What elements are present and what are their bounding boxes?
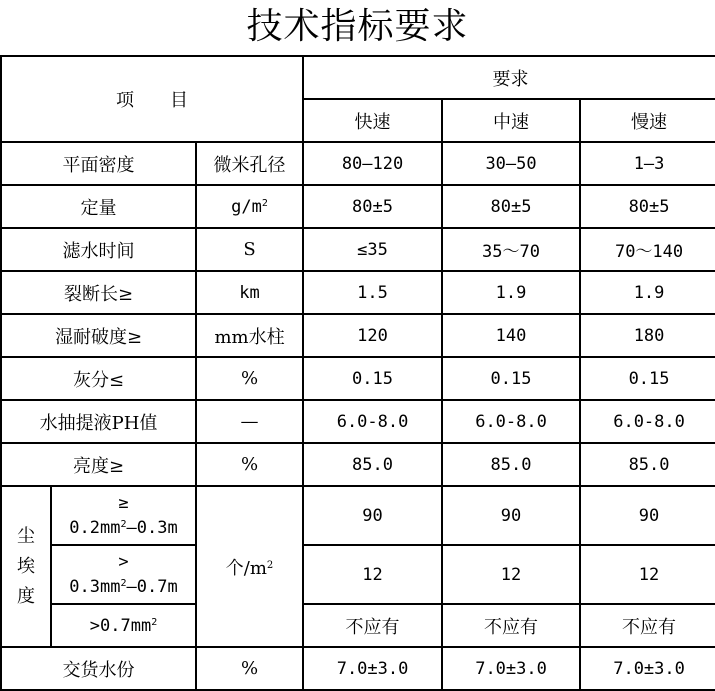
row-unit: 微米孔径 bbox=[196, 142, 303, 185]
row-name: 交货水份 bbox=[1, 647, 196, 690]
value-fast: 85.0 bbox=[303, 443, 442, 486]
value-medium: 7.0±3.0 bbox=[442, 647, 580, 690]
value-slow: 180 bbox=[580, 314, 715, 357]
row-unit: % bbox=[196, 647, 303, 690]
row-unit: S bbox=[196, 228, 303, 271]
row-name: 滤水时间 bbox=[1, 228, 196, 271]
dust-range-symbol: > bbox=[118, 552, 129, 572]
dust-range bbox=[51, 545, 196, 604]
page-title: 技术指标要求 bbox=[246, 6, 469, 47]
header-item: 项 目 bbox=[1, 56, 303, 142]
value-medium: 1.9 bbox=[442, 271, 580, 314]
dust-range-end: —0.7m bbox=[126, 577, 178, 597]
value-medium: 6.0-8.0 bbox=[442, 400, 580, 443]
value-fast: 不应有 bbox=[303, 604, 442, 647]
unit-superscript: 2 bbox=[266, 559, 274, 571]
row-unit: mm水柱 bbox=[196, 314, 303, 357]
value-slow: 1.9 bbox=[580, 271, 715, 314]
value-slow: 80±5 bbox=[580, 185, 715, 228]
value-fast: 6.0-8.0 bbox=[303, 400, 442, 443]
dust-range bbox=[51, 486, 196, 545]
row-name: 亮度≥ bbox=[1, 443, 196, 486]
dust-row bbox=[1, 486, 715, 545]
dust-unit bbox=[196, 486, 303, 647]
value-medium: 12 bbox=[442, 545, 580, 604]
value-medium: 80±5 bbox=[442, 185, 580, 228]
row-name: 湿耐破度≥ bbox=[1, 314, 196, 357]
dust-label-text: 尘 埃 度 bbox=[17, 525, 35, 607]
header-medium: 中速 bbox=[442, 99, 580, 142]
value-slow: 70～140 bbox=[580, 228, 715, 271]
row-name: 水抽提液PH值 bbox=[1, 400, 196, 443]
header-fast: 快速 bbox=[303, 99, 442, 142]
value-fast: 12 bbox=[303, 545, 442, 604]
dust-range-symbol: ≥ bbox=[118, 493, 129, 513]
value-slow: 0.15 bbox=[580, 357, 715, 400]
value-fast: 7.0±3.0 bbox=[303, 647, 442, 690]
dust-range bbox=[51, 604, 196, 647]
spec-table bbox=[0, 55, 715, 691]
header-requirement: 要求 bbox=[303, 56, 715, 99]
value-slow: 90 bbox=[580, 486, 715, 545]
row-name: 裂断长≥ bbox=[1, 271, 196, 314]
row-name: 平面密度 bbox=[1, 142, 196, 185]
table-row bbox=[1, 228, 715, 271]
value-medium: 0.15 bbox=[442, 357, 580, 400]
table-row bbox=[1, 357, 715, 400]
value-fast: 80—120 bbox=[303, 142, 442, 185]
value-medium: 35～70 bbox=[442, 228, 580, 271]
value-slow: 85.0 bbox=[580, 443, 715, 486]
table-row bbox=[1, 314, 715, 357]
value-fast: 1.5 bbox=[303, 271, 442, 314]
value-medium: 不应有 bbox=[442, 604, 580, 647]
header-slow: 慢速 bbox=[580, 99, 715, 142]
value-slow: 1—3 bbox=[580, 142, 715, 185]
value-slow: 6.0-8.0 bbox=[580, 400, 715, 443]
row-unit: — bbox=[196, 400, 303, 443]
table-row bbox=[1, 271, 715, 314]
table-row bbox=[1, 647, 715, 690]
unit-base: 个/m bbox=[225, 557, 267, 579]
dust-range-start: >0.7mm bbox=[89, 615, 152, 636]
dust-row bbox=[1, 604, 715, 647]
value-fast: ≤35 bbox=[303, 228, 442, 271]
dust-range-end: —0.3m bbox=[126, 518, 178, 538]
row-unit: % bbox=[196, 357, 303, 400]
value-medium: 30—50 bbox=[442, 142, 580, 185]
table-row bbox=[1, 185, 715, 228]
value-fast: 0.15 bbox=[303, 357, 442, 400]
row-name: 灰分≤ bbox=[1, 357, 196, 400]
value-fast: 90 bbox=[303, 486, 442, 545]
value-medium: 85.0 bbox=[442, 443, 580, 486]
value-slow: 不应有 bbox=[580, 604, 715, 647]
unit-base: g/m bbox=[231, 196, 262, 217]
row-unit bbox=[196, 185, 303, 228]
table-row bbox=[1, 400, 715, 443]
dust-row bbox=[1, 545, 715, 604]
value-slow: 12 bbox=[580, 545, 715, 604]
table-row bbox=[1, 443, 715, 486]
value-fast: 80±5 bbox=[303, 185, 442, 228]
unit-superscript: 2 bbox=[151, 616, 158, 628]
unit-superscript: 2 bbox=[120, 578, 127, 589]
unit-superscript: 2 bbox=[261, 197, 268, 209]
value-medium: 140 bbox=[442, 314, 580, 357]
dust-range-start: 0.3mm bbox=[69, 577, 121, 597]
row-unit: % bbox=[196, 443, 303, 486]
unit-superscript: 2 bbox=[120, 519, 127, 530]
value-slow: 7.0±3.0 bbox=[580, 647, 715, 690]
row-name: 定量 bbox=[1, 185, 196, 228]
row-unit: km bbox=[196, 271, 303, 314]
table-row bbox=[1, 142, 715, 185]
dust-label bbox=[1, 486, 51, 647]
value-medium: 90 bbox=[442, 486, 580, 545]
value-fast: 120 bbox=[303, 314, 442, 357]
dust-range-start: 0.2mm bbox=[69, 518, 121, 538]
